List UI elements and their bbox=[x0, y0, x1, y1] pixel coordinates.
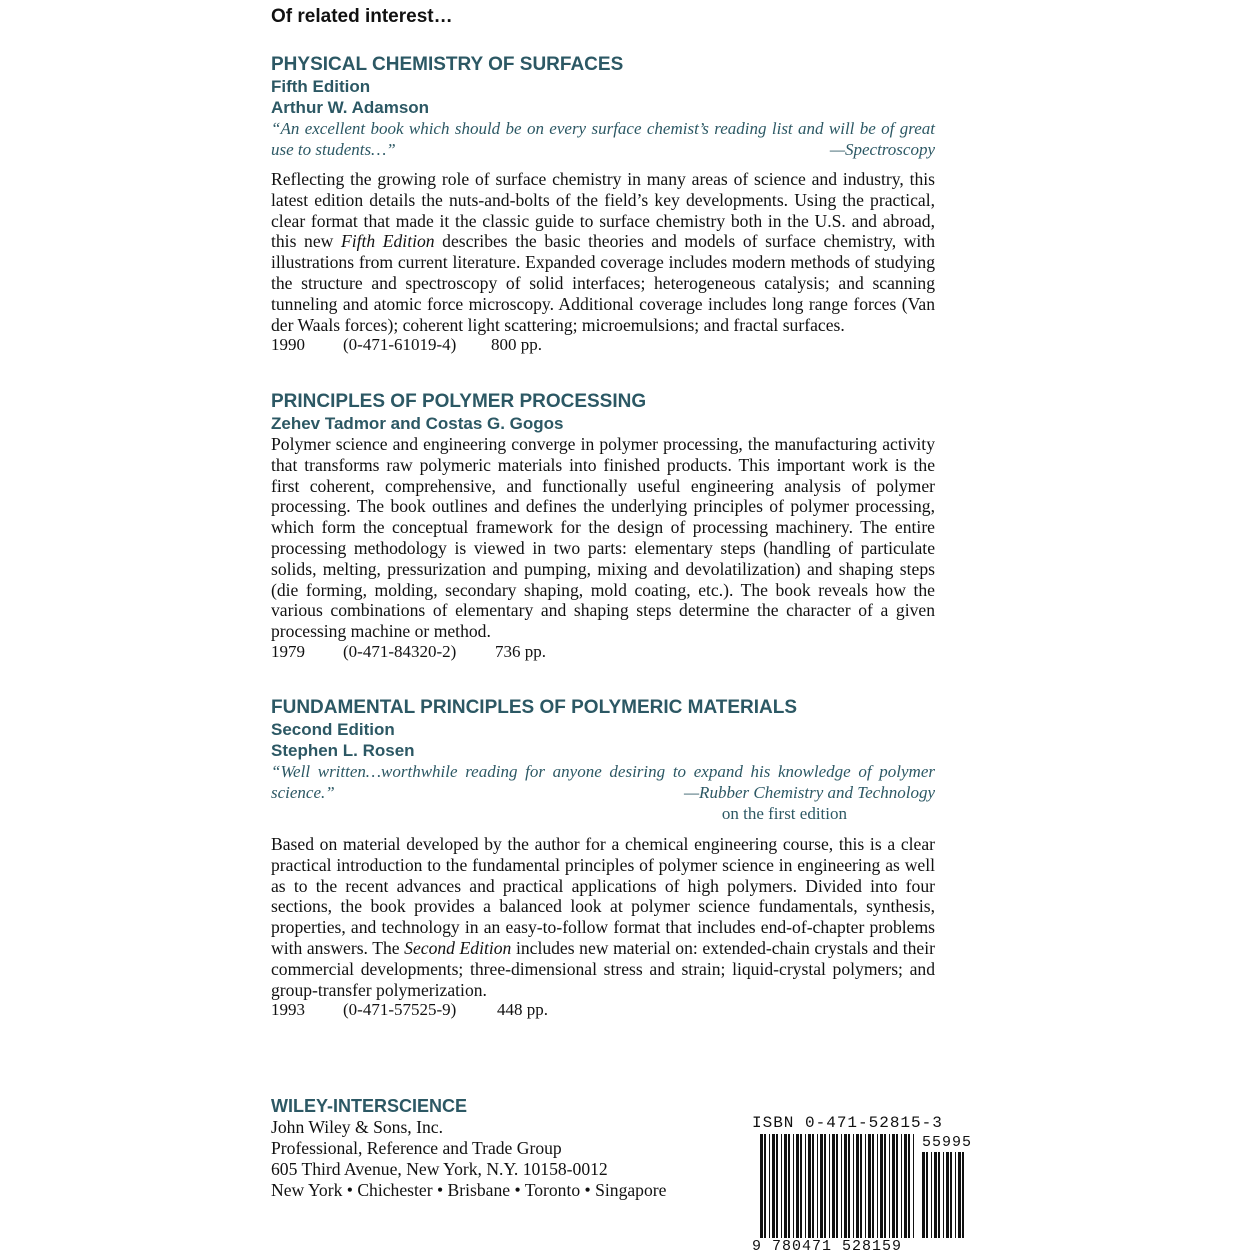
book-quote-note: on the first edition bbox=[721, 804, 847, 823]
book-year: 1979 bbox=[271, 641, 305, 661]
book-description: Polymer science and engineering converge in polymer processing, the manufacturing activity that transforms raw polymeric materials into finished products. This important work is the first coherent, comprehensive, and functionally useful engineering analysis of polymer processing. The book outlines and defines the underlying principles of polymer processing, which form the conceptual framework for the design of processing machinery. The entire processing methodology is viewed in two parts: elementary steps (handling of particulate solids, melting, pressurization and pumping, mixing and devolatilization) and shaping steps (die forming, molding, secondary shaping, mold coating, etc.). The book reveals how the various combinations of elementary and shaping steps determine the character of a given processing machine or method. bbox=[271, 434, 935, 642]
book-year: 1993 bbox=[271, 1000, 305, 1020]
book-quote: “Well written…worthwhile reading for anyone desiring to expand his knowledge of polymer science.” bbox=[271, 762, 935, 802]
publisher-company: John Wiley & Sons, Inc. bbox=[271, 1117, 443, 1137]
book-isbn: (0-471-57525-9) bbox=[343, 1000, 457, 1020]
barcode-ean-number: 9 780471 528159 bbox=[752, 1238, 903, 1255]
book-quote-source: —Rubber Chemistry and Technology bbox=[683, 783, 935, 802]
barcode-addon-number: 55995 bbox=[922, 1134, 973, 1151]
book-title: PRINCIPLES OF POLYMER PROCESSING bbox=[271, 391, 647, 412]
barcode-isbn-label: ISBN 0-471-52815-3 bbox=[752, 1114, 943, 1132]
book-isbn: (0-471-61019-4) bbox=[343, 335, 457, 355]
book-entry-3 bbox=[271, 697, 935, 1020]
section-heading: Of related interest… bbox=[271, 6, 453, 27]
publisher-group: Professional, Reference and Trade Group bbox=[271, 1138, 562, 1158]
book-author: Arthur W. Adamson bbox=[271, 98, 430, 117]
book-description: Reflecting the growing role of surface chemistry in many areas of science and industry, this latest edition details the nuts-and-bolts of the field’s key developments. Using the practical, clear format that made it the classic guide to surface chemistry both in the U.S. and abroad, this new Fifth Edition describes the basic theories and models of surface chemistry, with illustrations from current literature. Expanded coverage includes modern methods of studying the structure and spectroscopy of solid interfaces; heterogeneous catalysis; and scanning tunneling and atomic force microscopy. Additional coverage includes long range forces (Van der Waals forces); coherent light scattering; microemulsions; and fractal surfaces. bbox=[271, 169, 935, 335]
book-edition: Second Edition bbox=[271, 720, 395, 739]
book-meta bbox=[271, 642, 935, 662]
publisher-block bbox=[271, 1096, 666, 1201]
book-quote-source: —Spectroscopy bbox=[829, 140, 935, 159]
book-edition: Fifth Edition bbox=[271, 77, 371, 96]
book-pages: 448 pp. bbox=[497, 1000, 548, 1020]
book-author: Zehev Tadmor and Costas G. Gogos bbox=[271, 414, 564, 433]
publisher-address: 605 Third Avenue, New York, N.Y. 10158-0012 bbox=[271, 1159, 608, 1179]
book-pages: 736 pp. bbox=[495, 641, 546, 661]
book-entry-1 bbox=[271, 54, 935, 355]
book-year: 1990 bbox=[271, 335, 305, 355]
book-description: Based on material developed by the author for a chemical engineering course, this is a clear practical introduction to the fundamental principles of polymer science in engineering as well as to the recent advances and practical applications of high polymers. Divided into four sections, the book provides a balanced look at polymer science fundamentals, synthesis, properties, and technology in an easy-to-follow format that includes end-of-chapter problems with answers. The Second Edition includes new material on: extended-chain crystals and their commercial developments; three-dimensional stress and strain; liquid-crystal polymers; and group-transfer polymerization. bbox=[271, 834, 935, 1000]
book-author: Stephen L. Rosen bbox=[271, 741, 415, 760]
book-meta bbox=[271, 1000, 935, 1020]
book-entry-2 bbox=[271, 391, 935, 662]
barcode-bars-icon bbox=[752, 1114, 967, 1258]
book-isbn: (0-471-84320-2) bbox=[343, 641, 457, 661]
publisher-cities: New York • Chichester • Brisbane • Toronto • Singapore bbox=[271, 1180, 667, 1200]
barcode bbox=[752, 1114, 973, 1258]
book-pages: 800 pp. bbox=[491, 335, 542, 355]
publisher-imprint: WILEY-INTERSCIENCE bbox=[271, 1096, 468, 1116]
book-meta bbox=[271, 335, 935, 355]
book-title: PHYSICAL CHEMISTRY OF SURFACES bbox=[271, 54, 624, 75]
book-title: FUNDAMENTAL PRINCIPLES OF POLYMERIC MATERIALS bbox=[271, 697, 798, 718]
book-quote: “An excellent book which should be on every surface chemist’s reading list and will be of great use to students…” bbox=[271, 119, 935, 159]
